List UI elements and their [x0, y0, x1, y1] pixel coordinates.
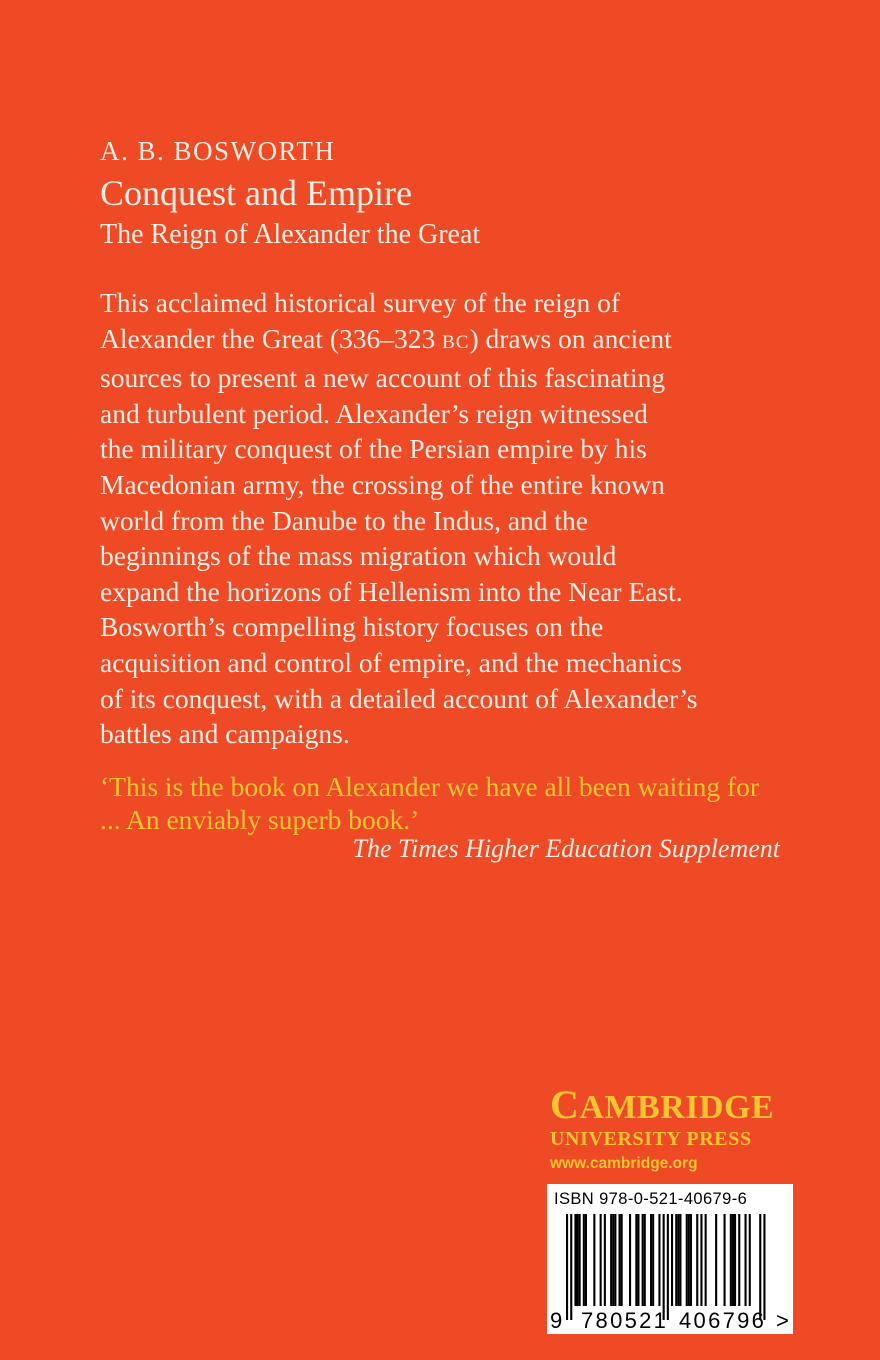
blurb-line: world from the Danube to the Indus, and the	[100, 504, 589, 536]
blurb-line: battles and campaigns.	[100, 718, 350, 750]
barcode-bar	[579, 1214, 581, 1306]
book-subtitle: The Reign of Alexander the Great	[100, 219, 481, 250]
barcode-bar	[671, 1214, 673, 1306]
barcode-bar	[658, 1214, 660, 1306]
barcode-bar	[650, 1214, 652, 1306]
isbn-label: ISBN 978-0-521-40679-6	[554, 1190, 748, 1208]
barcode-bar	[715, 1214, 717, 1306]
barcode-bar	[690, 1214, 692, 1306]
blurb-line: expand the horizons of Hellenism into the Near East.	[100, 575, 683, 607]
blurb-line: beginnings of the mass migration which would	[100, 540, 617, 572]
barcode-bar	[614, 1214, 616, 1306]
barcode-bar	[759, 1214, 761, 1320]
publisher-logo	[550, 1082, 800, 1175]
barcode-bar	[745, 1214, 747, 1306]
barcode-bar	[644, 1214, 646, 1306]
blurb-line: sources to present a new account of this fascinating	[100, 362, 666, 394]
barcode-digits-right: 406796	[679, 1308, 767, 1333]
blurb-line: Macedonian army, the crossing of the entire known	[100, 468, 665, 500]
barcode-bar	[621, 1214, 623, 1306]
publisher-name: CAMBRIDGE	[550, 1082, 775, 1127]
barcode-bar	[600, 1214, 602, 1306]
barcode-bar	[738, 1214, 740, 1306]
barcode-bar	[629, 1214, 631, 1306]
barcode-bar	[637, 1214, 639, 1306]
barcode-bar	[585, 1214, 587, 1306]
barcode-bar	[574, 1214, 576, 1306]
publisher-url: www.cambridge.org	[550, 1155, 698, 1172]
barcode-bar	[696, 1214, 698, 1306]
barcode-bar	[705, 1214, 707, 1306]
barcode-bar	[652, 1214, 654, 1306]
barcode-bar	[679, 1214, 681, 1306]
publisher-subname: UNIVERSITY PRESS	[550, 1128, 752, 1150]
barcode-digits-left: 780521	[581, 1308, 669, 1333]
barcode-bar	[667, 1214, 669, 1320]
quote-source: The Times Higher Education Supplement	[352, 834, 780, 863]
barcode-bar	[635, 1214, 637, 1306]
barcode-bar	[663, 1214, 665, 1320]
barcode-bar	[732, 1214, 734, 1306]
blurb-line: This acclaimed historical survey of the reign of	[100, 287, 621, 318]
barcode-bar	[734, 1214, 736, 1306]
barcode-bar	[642, 1214, 644, 1306]
barcode-bar	[583, 1214, 585, 1306]
barcode-bar	[688, 1214, 690, 1306]
blurb-line: and turbulent period. Alexander’s reign witnessed	[100, 397, 648, 429]
author-name: A. B. BOSWORTH	[100, 136, 336, 166]
barcode-bar	[610, 1214, 612, 1306]
barcode-bar	[700, 1214, 702, 1306]
barcode-bar	[677, 1214, 679, 1306]
book-title: Conquest and Empire	[100, 173, 412, 213]
barcode-bar	[566, 1214, 568, 1320]
blurb-line: the military conquest of the Persian empire by his	[100, 433, 647, 465]
barcode-bar	[604, 1214, 606, 1306]
barcode-bar	[612, 1214, 614, 1306]
barcode-digit-lead: 9	[550, 1308, 563, 1333]
barcode-bar	[686, 1214, 688, 1306]
blurb-line: acquisition and control of empire, and the mechanics	[100, 646, 682, 678]
blurb-line: of its conquest, with a detailed account of Alexander’s	[100, 682, 698, 714]
blurb-line: Alexander the Great (336–323 BC) draws on ancient	[100, 322, 672, 354]
barcode-bar	[730, 1214, 732, 1306]
barcode-box	[547, 1184, 793, 1334]
barcode-bar	[570, 1214, 572, 1320]
barcode-bar	[749, 1214, 751, 1306]
blurb	[100, 285, 790, 752]
review-quote	[100, 770, 790, 836]
barcode-bar	[577, 1214, 579, 1306]
barcode-arrow: >	[776, 1308, 789, 1333]
quote-line: ... An enviably superb book.’	[100, 804, 420, 835]
blurb-line: Bosworth’s compelling history focuses on the	[100, 611, 604, 643]
quote-line: ‘This is the book on Alexander we have all been waiting for	[100, 771, 760, 802]
era-abbreviation: BC	[442, 331, 470, 353]
barcode-bar	[593, 1214, 595, 1306]
barcode-bar	[619, 1214, 621, 1306]
barcode-bar	[763, 1214, 765, 1320]
barcode-bar	[675, 1214, 677, 1306]
barcode-bar	[724, 1214, 726, 1306]
